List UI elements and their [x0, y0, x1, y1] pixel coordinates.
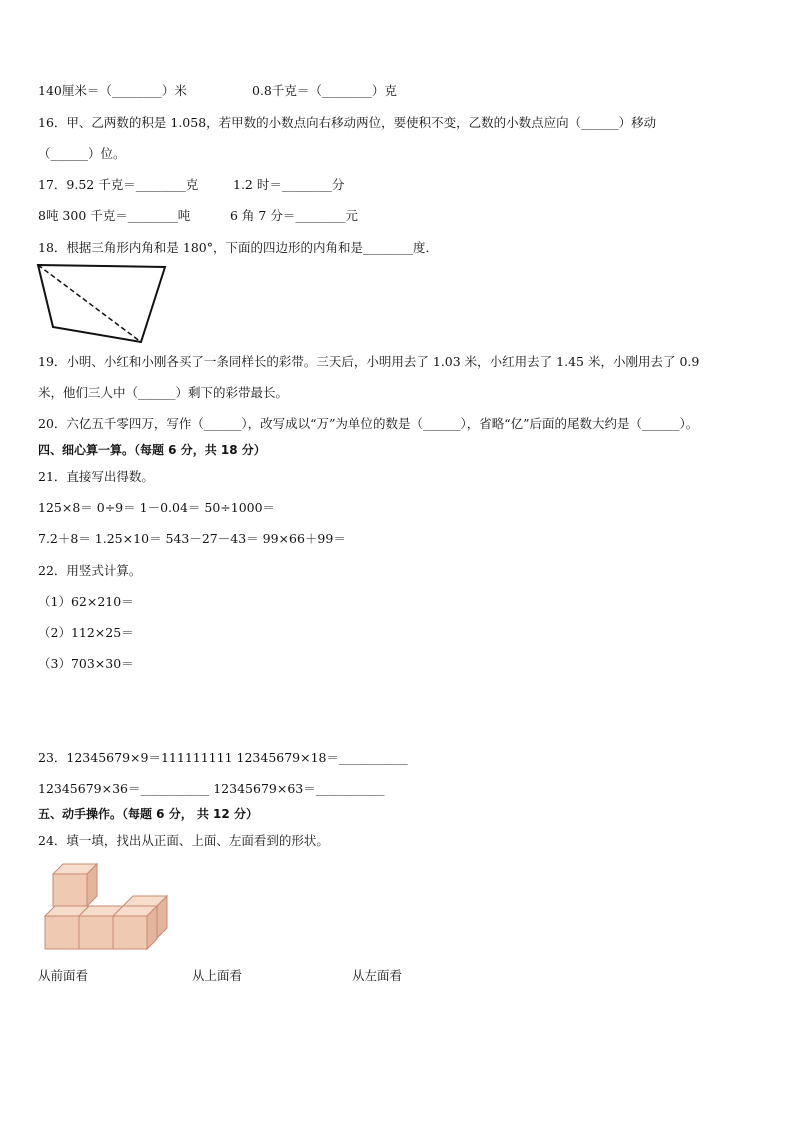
question-21-row-1: 125×8＝ 0÷9＝ 1－0.04＝ 50÷1000＝ [38, 500, 276, 515]
bottom-cube-right [113, 906, 157, 949]
quadrilateral-figure [36, 262, 168, 344]
view-left-label: 从左面看 [352, 968, 403, 983]
question-17-item-a: 17．9.52 千克＝________克 [38, 177, 199, 192]
question-16-line-1: 16．甲、乙两数的积是 1.058，若甲数的小数点向右移动两位，要使积不变，乙数的小数点应向（______）移动 [38, 115, 657, 130]
question-23-line-2: 12345679×36＝___________ 12345679×63＝___________ [38, 781, 385, 796]
question-22-item-2: （2）112×25＝ [38, 625, 134, 640]
question-17-item-c: 8吨 300 千克＝________吨 [38, 208, 191, 223]
question-22-item-1: （1）62×210＝ [38, 594, 134, 609]
view-top-label: 从上面看 [192, 968, 243, 983]
section-5-heading: 五、动手操作。（每题 6 分， 共 12 分） [38, 807, 258, 821]
quadrilateral-diagonal [38, 265, 141, 342]
question-23-line-1: 23．12345679×9＝111111111 12345679×18＝___________ [38, 750, 408, 765]
question-22-item-3: （3）703×30＝ [38, 656, 134, 671]
question-21: 21．直接写出得数。 [38, 469, 154, 484]
question-22: 22．用竖式计算。 [38, 563, 142, 578]
question-17-item-b: 1.2 时＝________分 [233, 177, 345, 192]
question-16-line-2: （______）位。 [38, 146, 126, 161]
question-21-row-2: 7.2＋8＝ 1.25×10＝ 543－27－43＝ 99×66＋99＝ [38, 531, 346, 546]
question-18: 18．根据三角形内角和是 180°，下面的四边形的内角和是________度． [38, 240, 438, 255]
q15-item-b: 0.8千克＝（________）克 [252, 83, 397, 98]
question-17-item-d: 6 角 7 分＝________元 [230, 208, 358, 223]
section-4-heading: 四、细心算一算。（每题 6 分，共 18 分） [38, 443, 266, 457]
question-20: 20．六亿五千零四万，写作（______），改写成以“万”为单位的数是（______），省略“亿”后面的尾数大约是（______）。 [38, 416, 699, 431]
q15-item-a: 140厘米＝（________）米 [38, 83, 187, 98]
view-front-label: 从前面看 [38, 968, 89, 983]
question-19-line-2: 米，他们三人中（______）剩下的彩带最长。 [38, 385, 289, 400]
top-cube [53, 864, 97, 906]
quadrilateral-outline [38, 265, 165, 342]
cube-stack-figure [42, 860, 172, 954]
question-19-line-1: 19．小明、小红和小刚各买了一条同样长的彩带。三天后，小明用去了 1.03 米，小红用去了 1.45 米，小刚用去了 0.9 [38, 354, 700, 369]
question-24: 24．填一填，找出从正面、上面、左面看到的形状。 [38, 833, 329, 848]
